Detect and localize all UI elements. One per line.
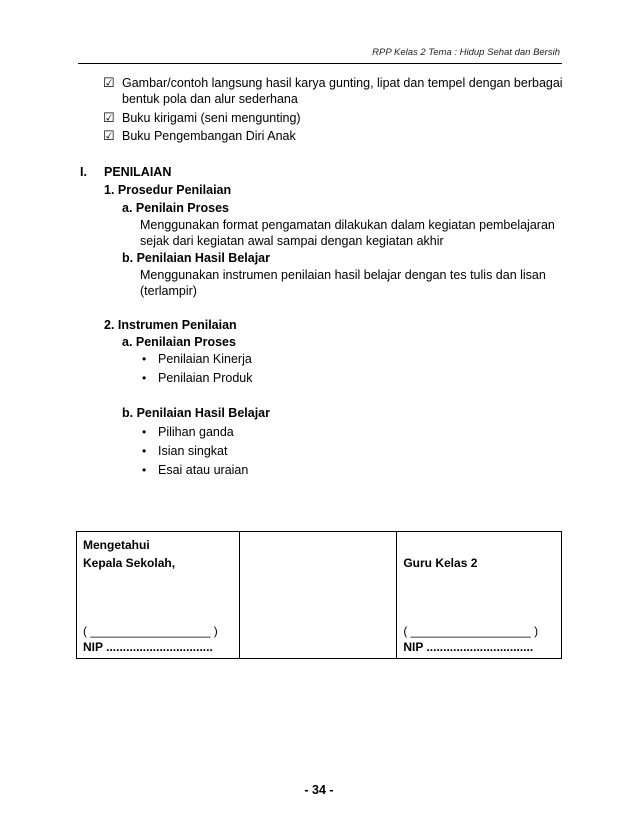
signature-table	[76, 531, 562, 659]
resource-item-1-line2: bentuk pola dan alur sederhana	[122, 92, 298, 106]
list-item: Penilaian Kinerja	[158, 352, 252, 366]
list-item: Isian singkat	[158, 444, 228, 458]
bullet-icon: •	[142, 352, 147, 366]
checkbox-checked-icon: ☑	[103, 110, 115, 125]
signature-cell-right	[397, 532, 562, 659]
resource-item-3: Buku Pengembangan Diri Anak	[122, 129, 296, 143]
prosedur-b-line2: (terlampir)	[140, 284, 197, 298]
bullet-icon: •	[142, 463, 147, 477]
signature-cell-left	[77, 532, 240, 659]
list-item: Esai atau uraian	[158, 463, 249, 477]
principal-nip: NIP ................................	[83, 640, 213, 654]
prosedur-a-line2: sejak dari kegiatan awal sampai dengan kegiatan akhir	[140, 234, 444, 248]
checkbox-checked-icon: ☑	[103, 128, 115, 143]
bullet-icon: •	[142, 371, 147, 385]
checkbox-checked-icon: ☑	[103, 75, 115, 90]
prosedur-a-title: a. Penilain Proses	[122, 201, 229, 215]
instrumen-b-title: b. Penilaian Hasil Belajar	[122, 406, 270, 420]
instrumen-a-title: a. Penilaian Proses	[122, 335, 236, 349]
prosedur-title: 1. Prosedur Penilaian	[104, 183, 232, 197]
list-item: Pilihan ganda	[158, 425, 234, 439]
prosedur-b-line1: Menggunakan instrumen penilaian hasil belajar dengan tes tulis dan lisan	[140, 268, 546, 282]
prosedur-b-title: b. Penilaian Hasil Belajar	[122, 251, 270, 265]
teacher-nip: NIP ................................	[403, 640, 534, 654]
bullet-icon: •	[142, 444, 147, 458]
teacher-name-line: ( __________________ )	[403, 624, 539, 638]
bullet-icon: •	[142, 425, 147, 439]
page-number: - 34 -	[304, 783, 334, 797]
resource-item-2: Buku kirigami (seni mengunting)	[122, 111, 301, 125]
header-divider	[78, 63, 562, 64]
section-title: PENILAIAN	[104, 165, 172, 179]
principal-label: Kepala Sekolah,	[83, 556, 176, 570]
resource-item-1-line1: Gambar/contoh langsung hasil karya gunting, lipat dan tempel dengan berbagai	[122, 76, 563, 90]
prosedur-a-line1: Menggunakan format pengamatan dilakukan dalam kegiatan pembelajaran	[140, 218, 555, 232]
acknowledged-label: Mengetahui	[83, 538, 150, 552]
list-item: Penilaian Produk	[158, 371, 253, 385]
principal-name-line: ( __________________ )	[83, 624, 218, 638]
section-number: I.	[80, 165, 87, 179]
running-header: RPP Kelas 2 Tema : Hidup Sehat dan Bersih	[372, 47, 560, 58]
signature-cell-middle	[239, 532, 397, 659]
instrumen-title: 2. Instrumen Penilaian	[104, 318, 237, 332]
teacher-label: Guru Kelas 2	[403, 556, 478, 570]
